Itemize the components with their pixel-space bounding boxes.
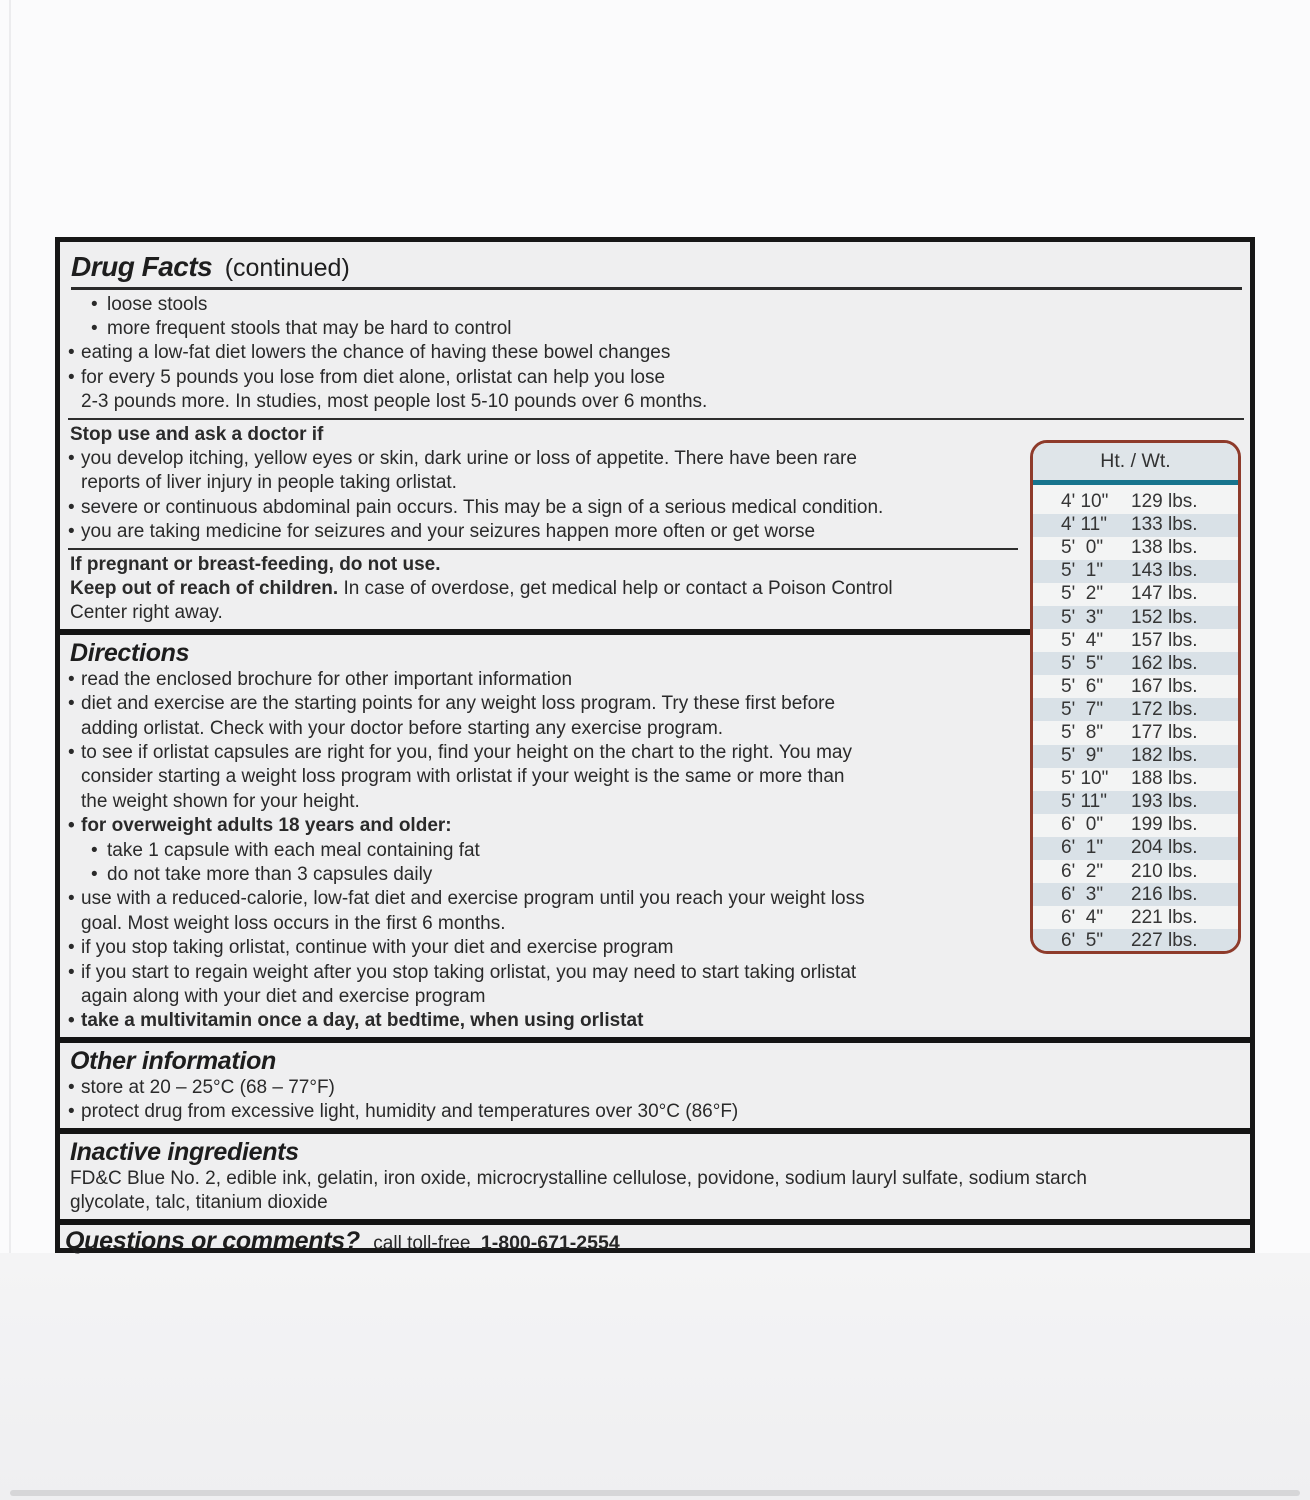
inactive-ingredients-section bbox=[60, 1134, 1250, 1219]
htwt-row bbox=[1033, 837, 1238, 860]
htwt-weight-cell: 210 lbs. bbox=[1131, 860, 1198, 882]
htwt-weight-cell: 221 lbs. bbox=[1131, 906, 1198, 928]
side-effect-text: • eating a low-fat diet lowers the chance of having these bowel changes bbox=[81, 342, 671, 364]
directions-text: • diet and exercise are the starting points for any weight loss program. Try these first before bbox=[81, 693, 836, 715]
directions-text: the weight shown for your height. bbox=[81, 790, 360, 812]
htwt-weight-cell: 188 lbs. bbox=[1131, 768, 1198, 790]
htwt-rows bbox=[1033, 485, 1238, 953]
list-item bbox=[65, 887, 1014, 936]
htwt-weight-cell: 157 lbs. bbox=[1131, 629, 1198, 651]
side-effect-text: • for every 5 pounds you lose from diet alone, orlistat can help you lose bbox=[81, 366, 666, 388]
list-item bbox=[65, 668, 1014, 692]
htwt-row bbox=[1033, 860, 1238, 883]
list-item bbox=[65, 814, 1014, 838]
list-item bbox=[65, 317, 1242, 341]
htwt-height-cell: 5' 9" bbox=[1061, 745, 1104, 767]
htwt-row bbox=[1033, 768, 1238, 791]
directions-text: • take 1 capsule with each meal containing fat bbox=[107, 839, 480, 861]
htwt-weight-cell: 147 lbs. bbox=[1131, 583, 1198, 605]
directions-text: • use with a reduced-calorie, low-fat diet and exercise program until you reach your weight loss bbox=[81, 888, 865, 910]
htwt-weight-cell: 182 lbs. bbox=[1131, 745, 1198, 767]
htwt-row bbox=[1033, 721, 1238, 744]
htwt-height-cell: 5' 8" bbox=[1061, 721, 1104, 743]
list-item bbox=[65, 692, 1014, 741]
htwt-row bbox=[1033, 698, 1238, 721]
htwt-weight-cell: 143 lbs. bbox=[1131, 560, 1198, 582]
side-effect-text: • more frequent stools that may be hard to control bbox=[107, 317, 512, 339]
htwt-height-cell: 5' 11" bbox=[1061, 791, 1107, 813]
htwt-height-cell: 5' 1" bbox=[1061, 560, 1104, 582]
stop-use-text: • severe or continuous abdominal pain occurs. This may be a sign of a serious medical condition. bbox=[81, 496, 884, 518]
other-information-section bbox=[60, 1043, 1250, 1128]
inactive-ingredients-text: FD&C Blue No. 2, edible ink, gelatin, iron oxide, microcrystalline cellulose, povidone, sodium lauryl sulfate, sodium starch bbox=[70, 1167, 1087, 1189]
htwt-row bbox=[1033, 537, 1238, 560]
list-item bbox=[65, 520, 1014, 544]
inactive-ingredients-heading: Inactive ingredients bbox=[70, 1137, 299, 1166]
directions-text: again along with your diet and exercise program bbox=[81, 986, 486, 1008]
height-weight-chart bbox=[1030, 440, 1241, 954]
list-item bbox=[65, 961, 1014, 1010]
stop-use-text: • you develop itching, yellow eyes or skin, dark urine or loss of appetite. There have been rare bbox=[81, 447, 857, 469]
children-warning-line2: Center right away. bbox=[70, 602, 223, 624]
stop-use-heading: Stop use and ask a doctor if bbox=[70, 423, 324, 445]
list-item bbox=[65, 741, 1014, 814]
htwt-height-cell: 6' 5" bbox=[1061, 929, 1104, 951]
htwt-row bbox=[1033, 791, 1238, 814]
height-weight-chart-header: Ht. / Wt. bbox=[1033, 443, 1238, 480]
other-info-text: • store at 20 – 25°C (68 – 77°F) bbox=[81, 1076, 335, 1098]
directions-text: • for overweight adults 18 years and older: bbox=[81, 815, 452, 837]
list-item bbox=[65, 496, 1014, 520]
list-item bbox=[65, 366, 1242, 415]
side-effect-text: 2-3 pounds more. In studies, most people lost 5-10 pounds over 6 months. bbox=[81, 391, 708, 413]
list-item bbox=[65, 293, 1242, 317]
htwt-height-cell: 6' 4" bbox=[1061, 906, 1104, 928]
directions-text: consider starting a weight loss program with orlistat if your weight is the same or more than bbox=[81, 766, 845, 788]
questions-call-text: call toll-free bbox=[373, 1232, 471, 1254]
htwt-weight-cell: 199 lbs. bbox=[1131, 814, 1198, 836]
side-effects-section bbox=[60, 290, 1250, 418]
directions-text: • if you stop taking orlistat, continue with your diet and exercise program bbox=[81, 937, 674, 959]
list-item bbox=[65, 936, 1014, 960]
htwt-weight-cell: 177 lbs. bbox=[1131, 721, 1198, 743]
list-item bbox=[65, 1100, 1242, 1124]
htwt-row bbox=[1033, 906, 1238, 929]
htwt-row bbox=[1033, 814, 1238, 837]
htwt-height-cell: 5' 6" bbox=[1061, 675, 1104, 697]
htwt-row bbox=[1033, 652, 1238, 675]
directions-text: adding orlistat. Check with your doctor before starting any exercise program. bbox=[81, 717, 724, 739]
htwt-height-cell: 4' 11" bbox=[1061, 514, 1107, 536]
list-item bbox=[65, 839, 1014, 863]
drug-facts-title bbox=[60, 242, 1250, 287]
htwt-height-cell: 5' 10" bbox=[1061, 768, 1109, 790]
stop-use-text: • you are taking medicine for seizures and your seizures happen more often or get worse bbox=[81, 521, 816, 543]
htwt-height-cell: 5' 7" bbox=[1061, 698, 1104, 720]
htwt-row bbox=[1033, 929, 1238, 952]
children-warning-bold: Keep out of reach of children. bbox=[70, 577, 339, 599]
htwt-height-cell: 5' 4" bbox=[1061, 629, 1104, 651]
pregnancy-warning: If pregnant or breast-feeding, do not use. bbox=[70, 553, 441, 575]
htwt-height-cell: 6' 3" bbox=[1061, 883, 1104, 905]
htwt-height-cell: 5' 5" bbox=[1061, 652, 1104, 674]
htwt-weight-cell: 172 lbs. bbox=[1131, 698, 1198, 720]
htwt-height-cell: 6' 0" bbox=[1061, 814, 1104, 836]
htwt-row bbox=[1033, 583, 1238, 606]
htwt-height-cell: 5' 3" bbox=[1061, 606, 1104, 628]
htwt-weight-cell: 138 lbs. bbox=[1131, 537, 1198, 559]
directions-text: • read the enclosed brochure for other important information bbox=[81, 668, 573, 690]
htwt-weight-cell: 129 lbs. bbox=[1131, 491, 1198, 513]
list-item bbox=[65, 1009, 1014, 1033]
list-item bbox=[65, 341, 1242, 365]
htwt-row bbox=[1033, 883, 1238, 906]
drug-facts-title-text: Drug Facts bbox=[71, 251, 213, 282]
htwt-row bbox=[1033, 606, 1238, 629]
directions-text: • take a multivitamin once a day, at bedtime, when using orlistat bbox=[81, 1010, 644, 1032]
package-bottom-edge bbox=[10, 1490, 1300, 1496]
htwt-height-cell: 6' 1" bbox=[1061, 837, 1104, 859]
htwt-weight-cell: 133 lbs. bbox=[1131, 514, 1198, 536]
list-item bbox=[65, 1076, 1242, 1100]
questions-heading: Questions or comments? bbox=[65, 1226, 360, 1255]
children-warning-text: In case of overdose, get medical help or contact a Poison Control bbox=[343, 577, 893, 599]
list-item bbox=[65, 863, 1014, 887]
htwt-height-cell: 4' 10" bbox=[1061, 491, 1109, 513]
questions-section bbox=[60, 1225, 1250, 1256]
directions-text: • to see if orlistat capsules are right for you, find your height on the chart to the right. You may bbox=[81, 742, 852, 763]
htwt-weight-cell: 216 lbs. bbox=[1131, 883, 1198, 905]
drug-facts-panel bbox=[55, 237, 1255, 1253]
htwt-row bbox=[1033, 514, 1238, 537]
children-warning bbox=[70, 577, 1014, 601]
other-information-heading: Other information bbox=[70, 1046, 277, 1075]
htwt-row bbox=[1033, 629, 1238, 652]
htwt-row bbox=[1033, 491, 1238, 514]
directions-heading: Directions bbox=[70, 638, 190, 667]
inactive-ingredients-text: glycolate, talc, titanium dioxide bbox=[70, 1192, 328, 1214]
directions-text: • if you start to regain weight after you stop taking orlistat, you may need to start taking orlistat bbox=[81, 961, 857, 983]
htwt-row bbox=[1033, 560, 1238, 583]
htwt-height-cell: 5' 0" bbox=[1061, 537, 1104, 559]
list-item bbox=[65, 447, 1014, 496]
htwt-weight-cell: 193 lbs. bbox=[1131, 791, 1198, 813]
stop-use-text: reports of liver injury in people taking orlistat. bbox=[81, 472, 457, 494]
htwt-height-cell: 5' 2" bbox=[1061, 583, 1104, 605]
package-lower-face bbox=[0, 1253, 1310, 1500]
htwt-weight-cell: 204 lbs. bbox=[1131, 837, 1198, 859]
drug-facts-title-suffix: (continued) bbox=[224, 254, 350, 282]
htwt-weight-cell: 227 lbs. bbox=[1131, 929, 1198, 951]
directions-text: • do not take more than 3 capsules daily bbox=[107, 864, 433, 886]
htwt-row bbox=[1033, 675, 1238, 698]
questions-phone-number: 1-800-671-2554 bbox=[480, 1231, 620, 1254]
htwt-weight-cell: 162 lbs. bbox=[1131, 652, 1198, 674]
htwt-weight-cell: 152 lbs. bbox=[1131, 606, 1198, 628]
htwt-height-cell: 6' 2" bbox=[1061, 860, 1104, 882]
side-effect-text: • loose stools bbox=[107, 293, 208, 315]
htwt-row bbox=[1033, 745, 1238, 768]
htwt-weight-cell: 167 lbs. bbox=[1131, 675, 1198, 697]
other-info-text: • protect drug from excessive light, humidity and temperatures over 30°C (86°F) bbox=[81, 1101, 739, 1123]
directions-text: goal. Most weight loss occurs in the first 6 months. bbox=[81, 912, 506, 934]
